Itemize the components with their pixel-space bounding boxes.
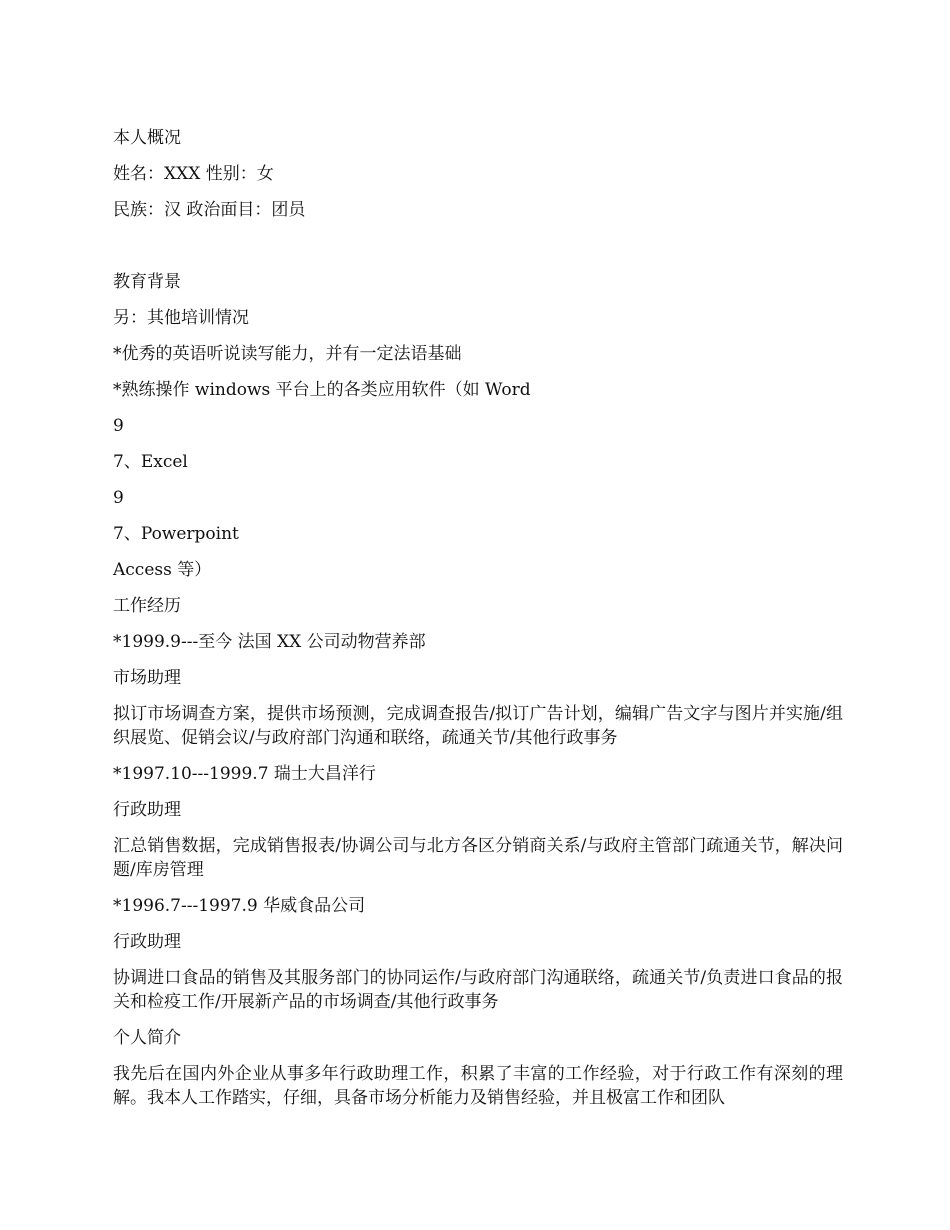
section-heading-education: 教育背景: [113, 272, 181, 292]
job-2-period-company: *1997.10---1999.7 瑞士大昌洋行: [113, 764, 376, 784]
job-3-period-company: *1996.7---1997.9 华威食品公司: [113, 896, 366, 916]
skill-software-line: *熟练操作 windows 平台上的各类应用软件（如 Word: [113, 380, 531, 400]
name-gender-line: 姓名：XXX 性别：女: [113, 164, 274, 184]
section-heading-profile: 本人概况: [113, 128, 181, 148]
job-2-title: 行政助理: [113, 800, 181, 820]
software-powerpoint-line: 7、Powerpoint: [113, 524, 239, 544]
blank-line: [113, 234, 843, 270]
document-body: [113, 126, 843, 1122]
training-line: 另：其他培训情况: [113, 308, 249, 328]
job-1-period-company: *1999.9---至今 法国 XX 公司动物营养部: [113, 632, 426, 652]
job-1-duties: 拟订市场调查方案，提供市场预测，完成调查报告/拟订广告计划，编辑广告文字与图片并实施/组织展览、促销会议/与政府部门沟通和联络，疏通关节/其他行政事务: [113, 704, 843, 748]
job-2-duties: 汇总销售数据，完成销售报表/协调公司与北方各区分销商关系/与政府主管部门疏通关节，解决问题/库房管理: [113, 836, 843, 880]
skill-language-line: *优秀的英语听说读写能力，并有一定法语基础: [113, 344, 462, 364]
software-version-line: 9: [113, 488, 124, 508]
ethnicity-political-line: 民族：汉 政治面目：团员: [113, 200, 306, 220]
job-3-duties: 协调进口食品的销售及其服务部门的协同运作/与政府部门沟通联络，疏通关节/负责进口食品的报关和检疫工作/开展新产品的市场调查/其他行政事务: [113, 968, 843, 1012]
job-3-title: 行政助理: [113, 932, 181, 952]
software-excel-line: 7、Excel: [113, 452, 188, 472]
job-1-title: 市场助理: [113, 668, 181, 688]
section-heading-introduction: 个人简介: [113, 1028, 181, 1048]
software-version-line: 9: [113, 416, 124, 436]
software-access-line: Access 等）: [113, 560, 212, 580]
introduction-text: 我先后在国内外企业从事多年行政助理工作，积累了丰富的工作经验，对于行政工作有深刻的理解。我本人工作踏实，仔细，具备市场分析能力及销售经验，并且极富工作和团队: [113, 1064, 843, 1108]
section-heading-experience: 工作经历: [113, 596, 181, 616]
